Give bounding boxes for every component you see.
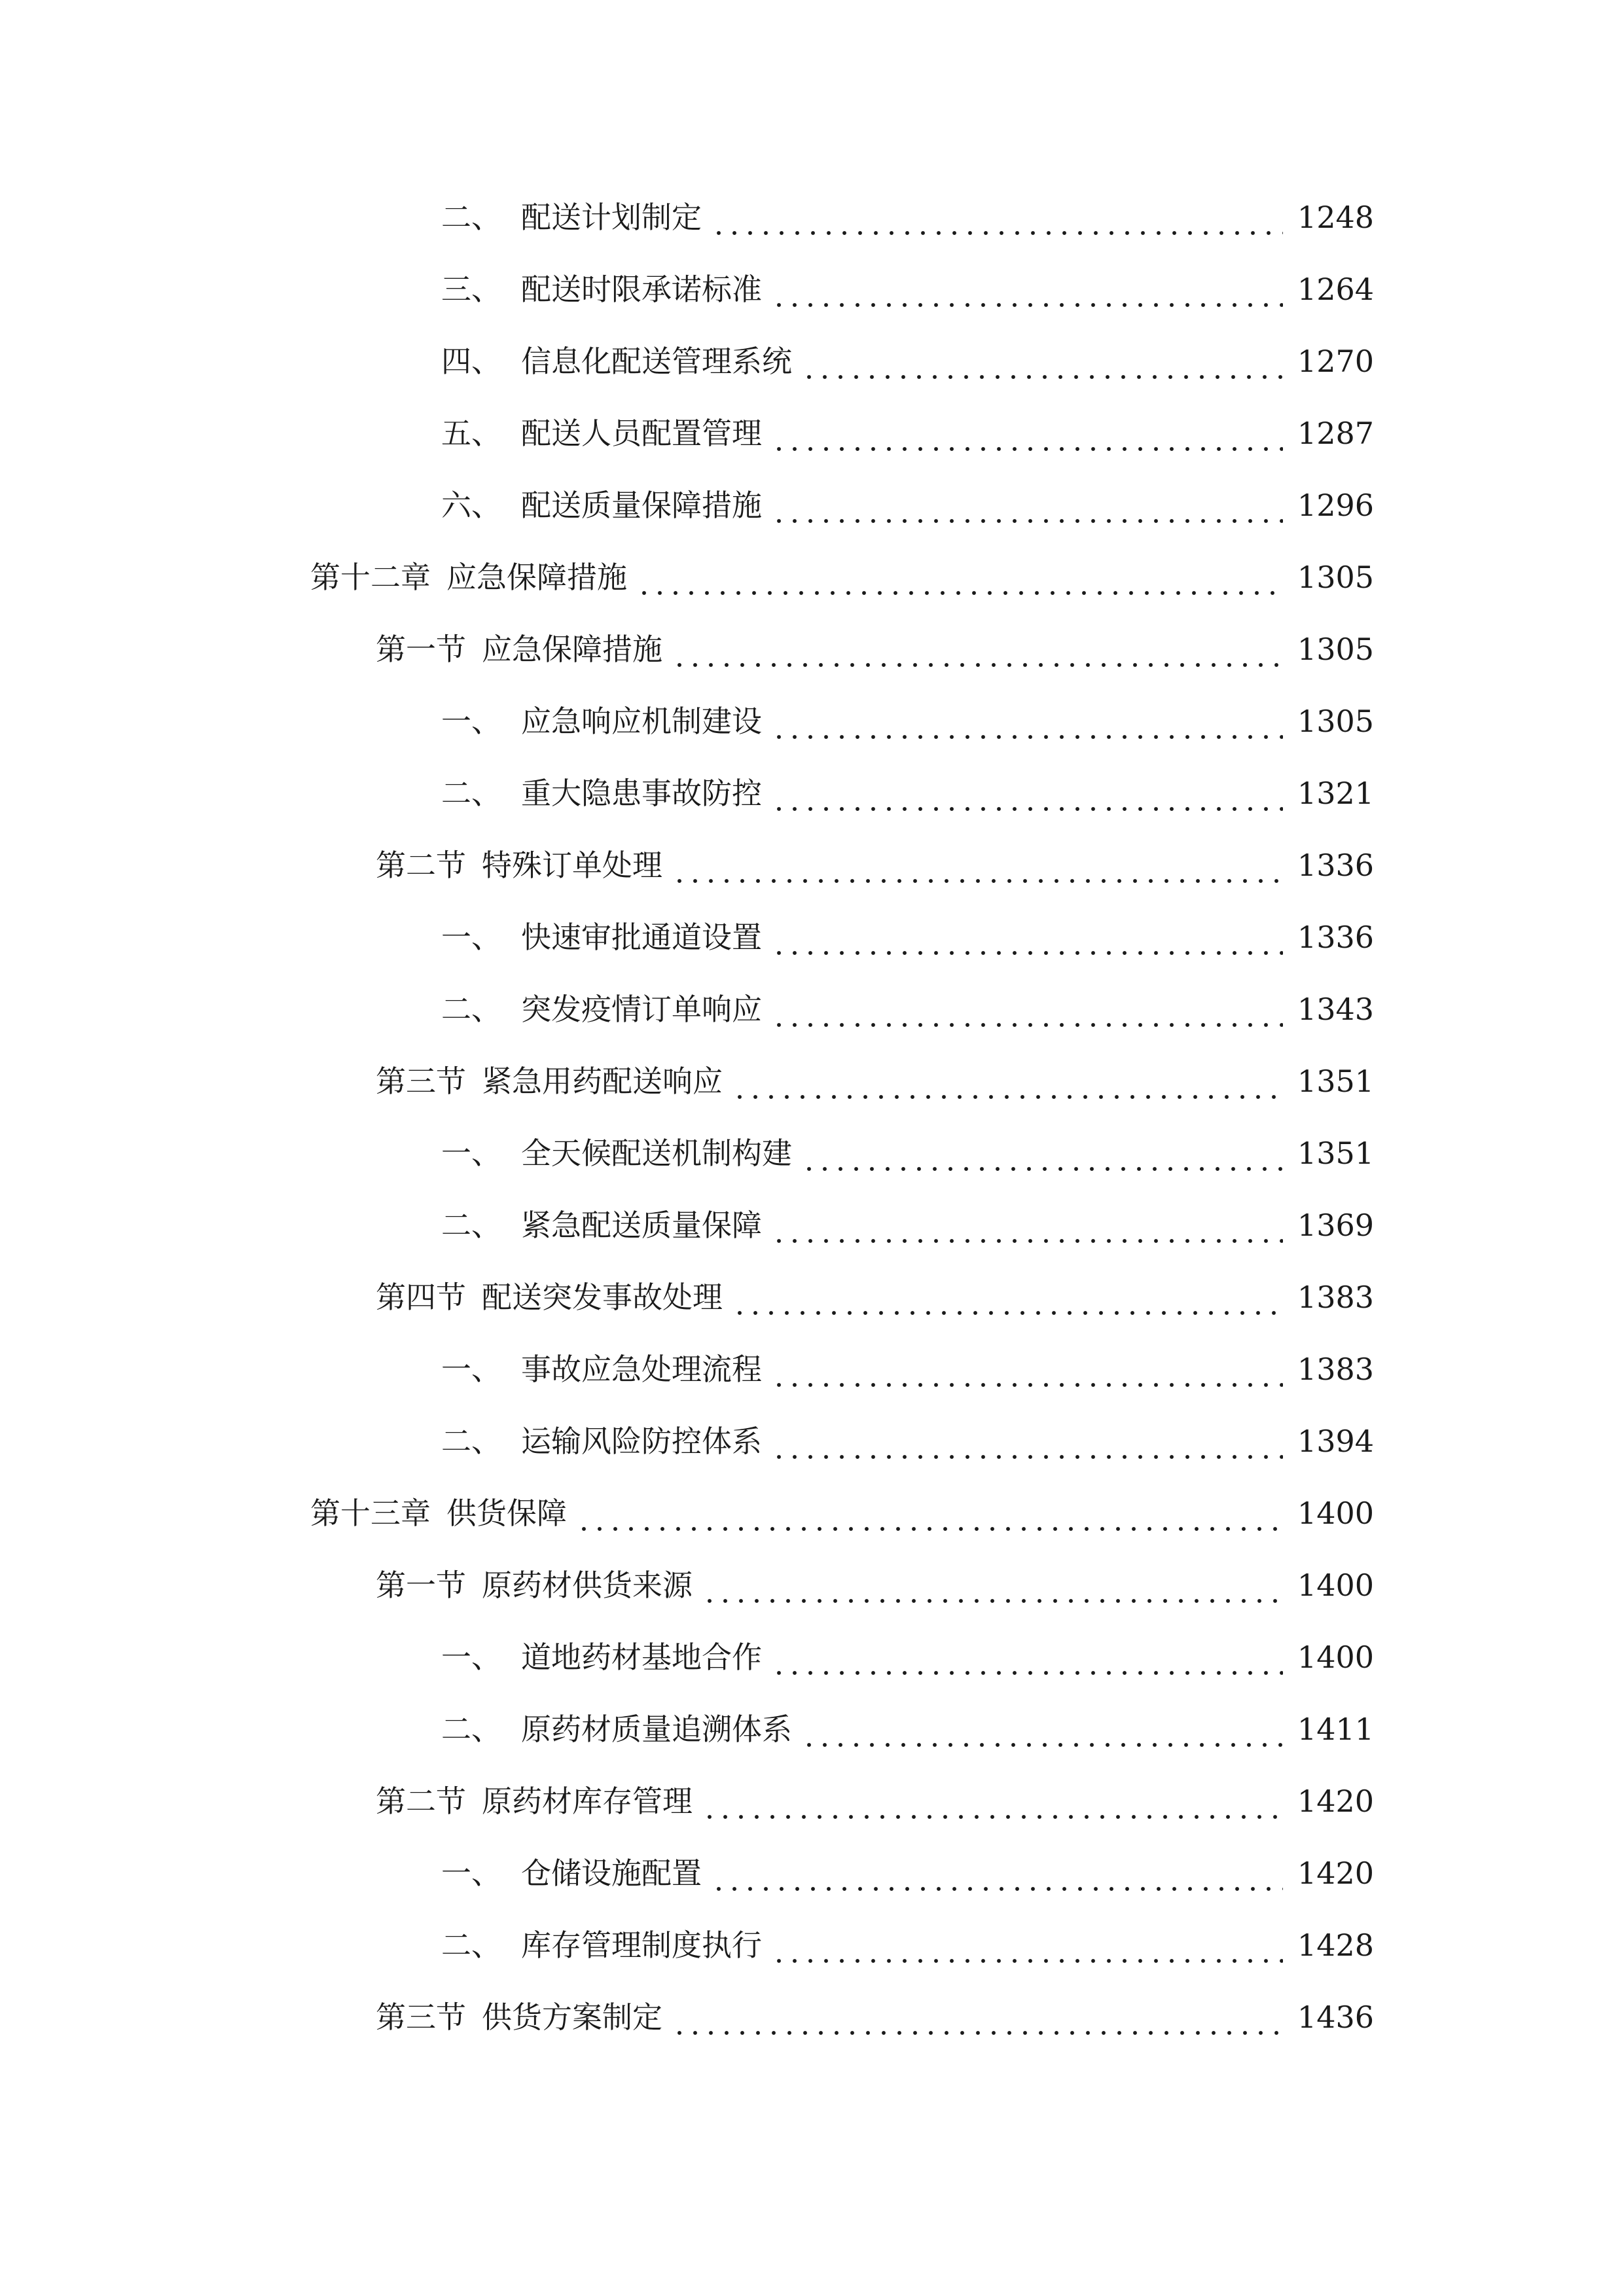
dot-leader — [672, 1991, 1283, 2043]
toc-entry-number: 第三节 — [376, 2000, 466, 2035]
toc-entry-number: 二、 — [441, 776, 501, 811]
dot-leader — [636, 551, 1283, 603]
toc-entry-title: 信息化配送管理系统 — [521, 344, 792, 379]
dot-leader — [771, 407, 1283, 459]
dot-leader — [801, 335, 1283, 387]
toc-entry-number: 一、 — [441, 1640, 501, 1675]
toc-entry[interactable] — [441, 1199, 1374, 1251]
toc-section-entry[interactable] — [376, 1559, 1374, 1611]
toc-entry-number: 一、 — [441, 1352, 501, 1387]
toc-entry-title: 原药材库存管理 — [482, 1784, 693, 1819]
toc-entry-number: 二、 — [441, 200, 501, 235]
dot-leader — [771, 911, 1283, 963]
toc-entry-title: 运输风险防控体系 — [521, 1424, 762, 1459]
toc-entry-title: 紧急用药配送响应 — [482, 1064, 723, 1099]
toc-entry-number: 一、 — [441, 920, 501, 955]
toc-entry-page: 1336 — [1297, 920, 1374, 955]
toc-entry-title: 道地药材基地合作 — [521, 1640, 762, 1675]
toc-entry-page: 1428 — [1297, 1928, 1374, 1963]
toc-entry[interactable] — [441, 911, 1374, 963]
toc-entry-title: 配送质量保障措施 — [521, 488, 762, 523]
toc-entry-title: 原药材供货来源 — [482, 1568, 693, 1603]
toc-section-entry[interactable] — [376, 1271, 1374, 1323]
toc-entry-page: 1270 — [1297, 344, 1374, 379]
toc-chapter-entry[interactable] — [310, 1487, 1374, 1539]
toc-entry-title: 仓储设施配置 — [521, 1856, 702, 1891]
toc-entry-page: 1305 — [1297, 560, 1374, 595]
toc-entry-title: 库存管理制度执行 — [521, 1928, 762, 1963]
toc-section-entry[interactable] — [376, 1775, 1374, 1827]
toc-entry[interactable] — [441, 983, 1374, 1035]
toc-entry-title: 配送突发事故处理 — [482, 1280, 723, 1315]
toc-entry-number: 六、 — [441, 488, 501, 523]
toc-entry[interactable] — [441, 1631, 1374, 1683]
dot-leader — [771, 767, 1283, 819]
toc-entry[interactable] — [441, 479, 1374, 531]
toc-entry[interactable] — [441, 335, 1374, 387]
dot-leader — [771, 1919, 1283, 1971]
toc-entry-title: 配送时限承诺标准 — [521, 272, 762, 307]
dot-leader — [672, 623, 1283, 675]
toc-section-entry[interactable] — [376, 1055, 1374, 1107]
toc-entry-number: 第二节 — [376, 1784, 466, 1819]
toc-section-entry[interactable] — [376, 623, 1374, 675]
toc-entry[interactable] — [441, 695, 1374, 747]
toc-entry-page: 1296 — [1297, 488, 1374, 523]
toc-entry-title: 紧急配送质量保障 — [521, 1208, 762, 1243]
toc-entry[interactable] — [441, 1127, 1374, 1179]
dot-leader — [801, 1127, 1283, 1179]
toc-entry-title: 应急保障措施 — [446, 560, 627, 595]
toc-entry-number: 二、 — [441, 1712, 501, 1747]
toc-section-entry[interactable] — [376, 1991, 1374, 2043]
toc-entry-title: 配送计划制定 — [521, 200, 702, 235]
toc-entry-title: 事故应急处理流程 — [521, 1352, 762, 1387]
dot-leader — [702, 1559, 1283, 1611]
dot-leader — [576, 1487, 1283, 1539]
toc-entry-page: 1343 — [1297, 992, 1374, 1027]
toc-entry-page: 1305 — [1297, 632, 1374, 667]
toc-entry-title: 全天候配送机制构建 — [521, 1136, 792, 1171]
toc-entry-page: 1351 — [1297, 1064, 1374, 1099]
toc-entry-title: 快速审批通道设置 — [521, 920, 762, 955]
toc-entry-number: 五、 — [441, 416, 501, 451]
dot-leader — [711, 1847, 1283, 1899]
dot-leader — [771, 695, 1283, 747]
toc-entry-number: 二、 — [441, 1928, 501, 1963]
toc-entry-title: 配送人员配置管理 — [521, 416, 762, 451]
dot-leader — [702, 1775, 1283, 1827]
toc-entry[interactable] — [441, 263, 1374, 315]
dot-leader — [732, 1055, 1283, 1107]
toc-entry-number: 三、 — [441, 272, 501, 307]
toc-entry-number: 第十二章 — [310, 560, 431, 595]
toc-entry-number: 一、 — [441, 1136, 501, 1171]
toc-entry[interactable] — [441, 1343, 1374, 1395]
dot-leader — [771, 263, 1283, 315]
toc-chapter-entry[interactable] — [310, 551, 1374, 603]
dot-leader — [771, 1631, 1283, 1683]
toc-entry-page: 1411 — [1297, 1712, 1374, 1747]
dot-leader — [801, 1703, 1283, 1755]
toc-entry[interactable] — [441, 191, 1374, 243]
toc-entry-title: 重大隐患事故防控 — [521, 776, 762, 811]
toc-entry-number: 二、 — [441, 992, 501, 1027]
dot-leader — [771, 1199, 1283, 1251]
toc-entry-page: 1305 — [1297, 704, 1374, 739]
toc-entry-number: 第一节 — [376, 632, 466, 667]
toc-entry[interactable] — [441, 1703, 1374, 1755]
toc-entry[interactable] — [441, 1919, 1374, 1971]
toc-entry-number: 第二节 — [376, 848, 466, 883]
toc-entry-page: 1394 — [1297, 1424, 1374, 1459]
toc-entry-title: 应急响应机制建设 — [521, 704, 762, 739]
dot-leader — [732, 1271, 1283, 1323]
toc-entry[interactable] — [441, 1847, 1374, 1899]
dot-leader — [771, 1343, 1283, 1395]
toc-entry-title: 供货保障 — [446, 1496, 567, 1531]
toc-entry-page: 1248 — [1297, 200, 1374, 235]
toc-entry[interactable] — [441, 1415, 1374, 1467]
toc-entry-page: 1336 — [1297, 848, 1374, 883]
toc-entry-page: 1400 — [1297, 1640, 1374, 1675]
toc-entry-number: 一、 — [441, 1856, 501, 1891]
toc-entry-page: 1321 — [1297, 776, 1374, 811]
toc-entry-page: 1400 — [1297, 1496, 1374, 1531]
toc-entry-title: 原药材质量追溯体系 — [521, 1712, 792, 1747]
dot-leader — [672, 839, 1283, 891]
toc-entry-page: 1420 — [1297, 1856, 1374, 1891]
toc-entry-number: 第四节 — [376, 1280, 466, 1315]
toc-entry-number: 第三节 — [376, 1064, 466, 1099]
toc-entry-number: 一、 — [441, 704, 501, 739]
toc-entry-page: 1369 — [1297, 1208, 1374, 1243]
toc-entry-number: 二、 — [441, 1208, 501, 1243]
toc-entry-title: 供货方案制定 — [482, 2000, 662, 2035]
toc-entry-number: 二、 — [441, 1424, 501, 1459]
toc-entry-number: 四、 — [441, 344, 501, 379]
toc-entry-title: 应急保障措施 — [482, 632, 662, 667]
toc-entry-page: 1436 — [1297, 2000, 1374, 2035]
dot-leader — [771, 1415, 1283, 1467]
toc-entry[interactable] — [441, 767, 1374, 819]
toc-entry-page: 1287 — [1297, 416, 1374, 451]
toc-entry-page: 1383 — [1297, 1280, 1374, 1315]
toc-entry-page: 1400 — [1297, 1568, 1374, 1603]
dot-leader — [711, 191, 1283, 243]
toc-section-entry[interactable] — [376, 839, 1374, 891]
dot-leader — [771, 479, 1283, 531]
toc-entry-page: 1264 — [1297, 272, 1374, 307]
toc-entry[interactable] — [441, 407, 1374, 459]
toc-entry-page: 1420 — [1297, 1784, 1374, 1819]
toc-entry-number: 第十三章 — [310, 1496, 431, 1531]
toc-entry-number: 第一节 — [376, 1568, 466, 1603]
dot-leader — [771, 983, 1283, 1035]
toc-entry-page: 1351 — [1297, 1136, 1374, 1171]
toc-entry-title: 突发疫情订单响应 — [521, 992, 762, 1027]
toc-entry-page: 1383 — [1297, 1352, 1374, 1387]
toc-entry-title: 特殊订单处理 — [482, 848, 662, 883]
